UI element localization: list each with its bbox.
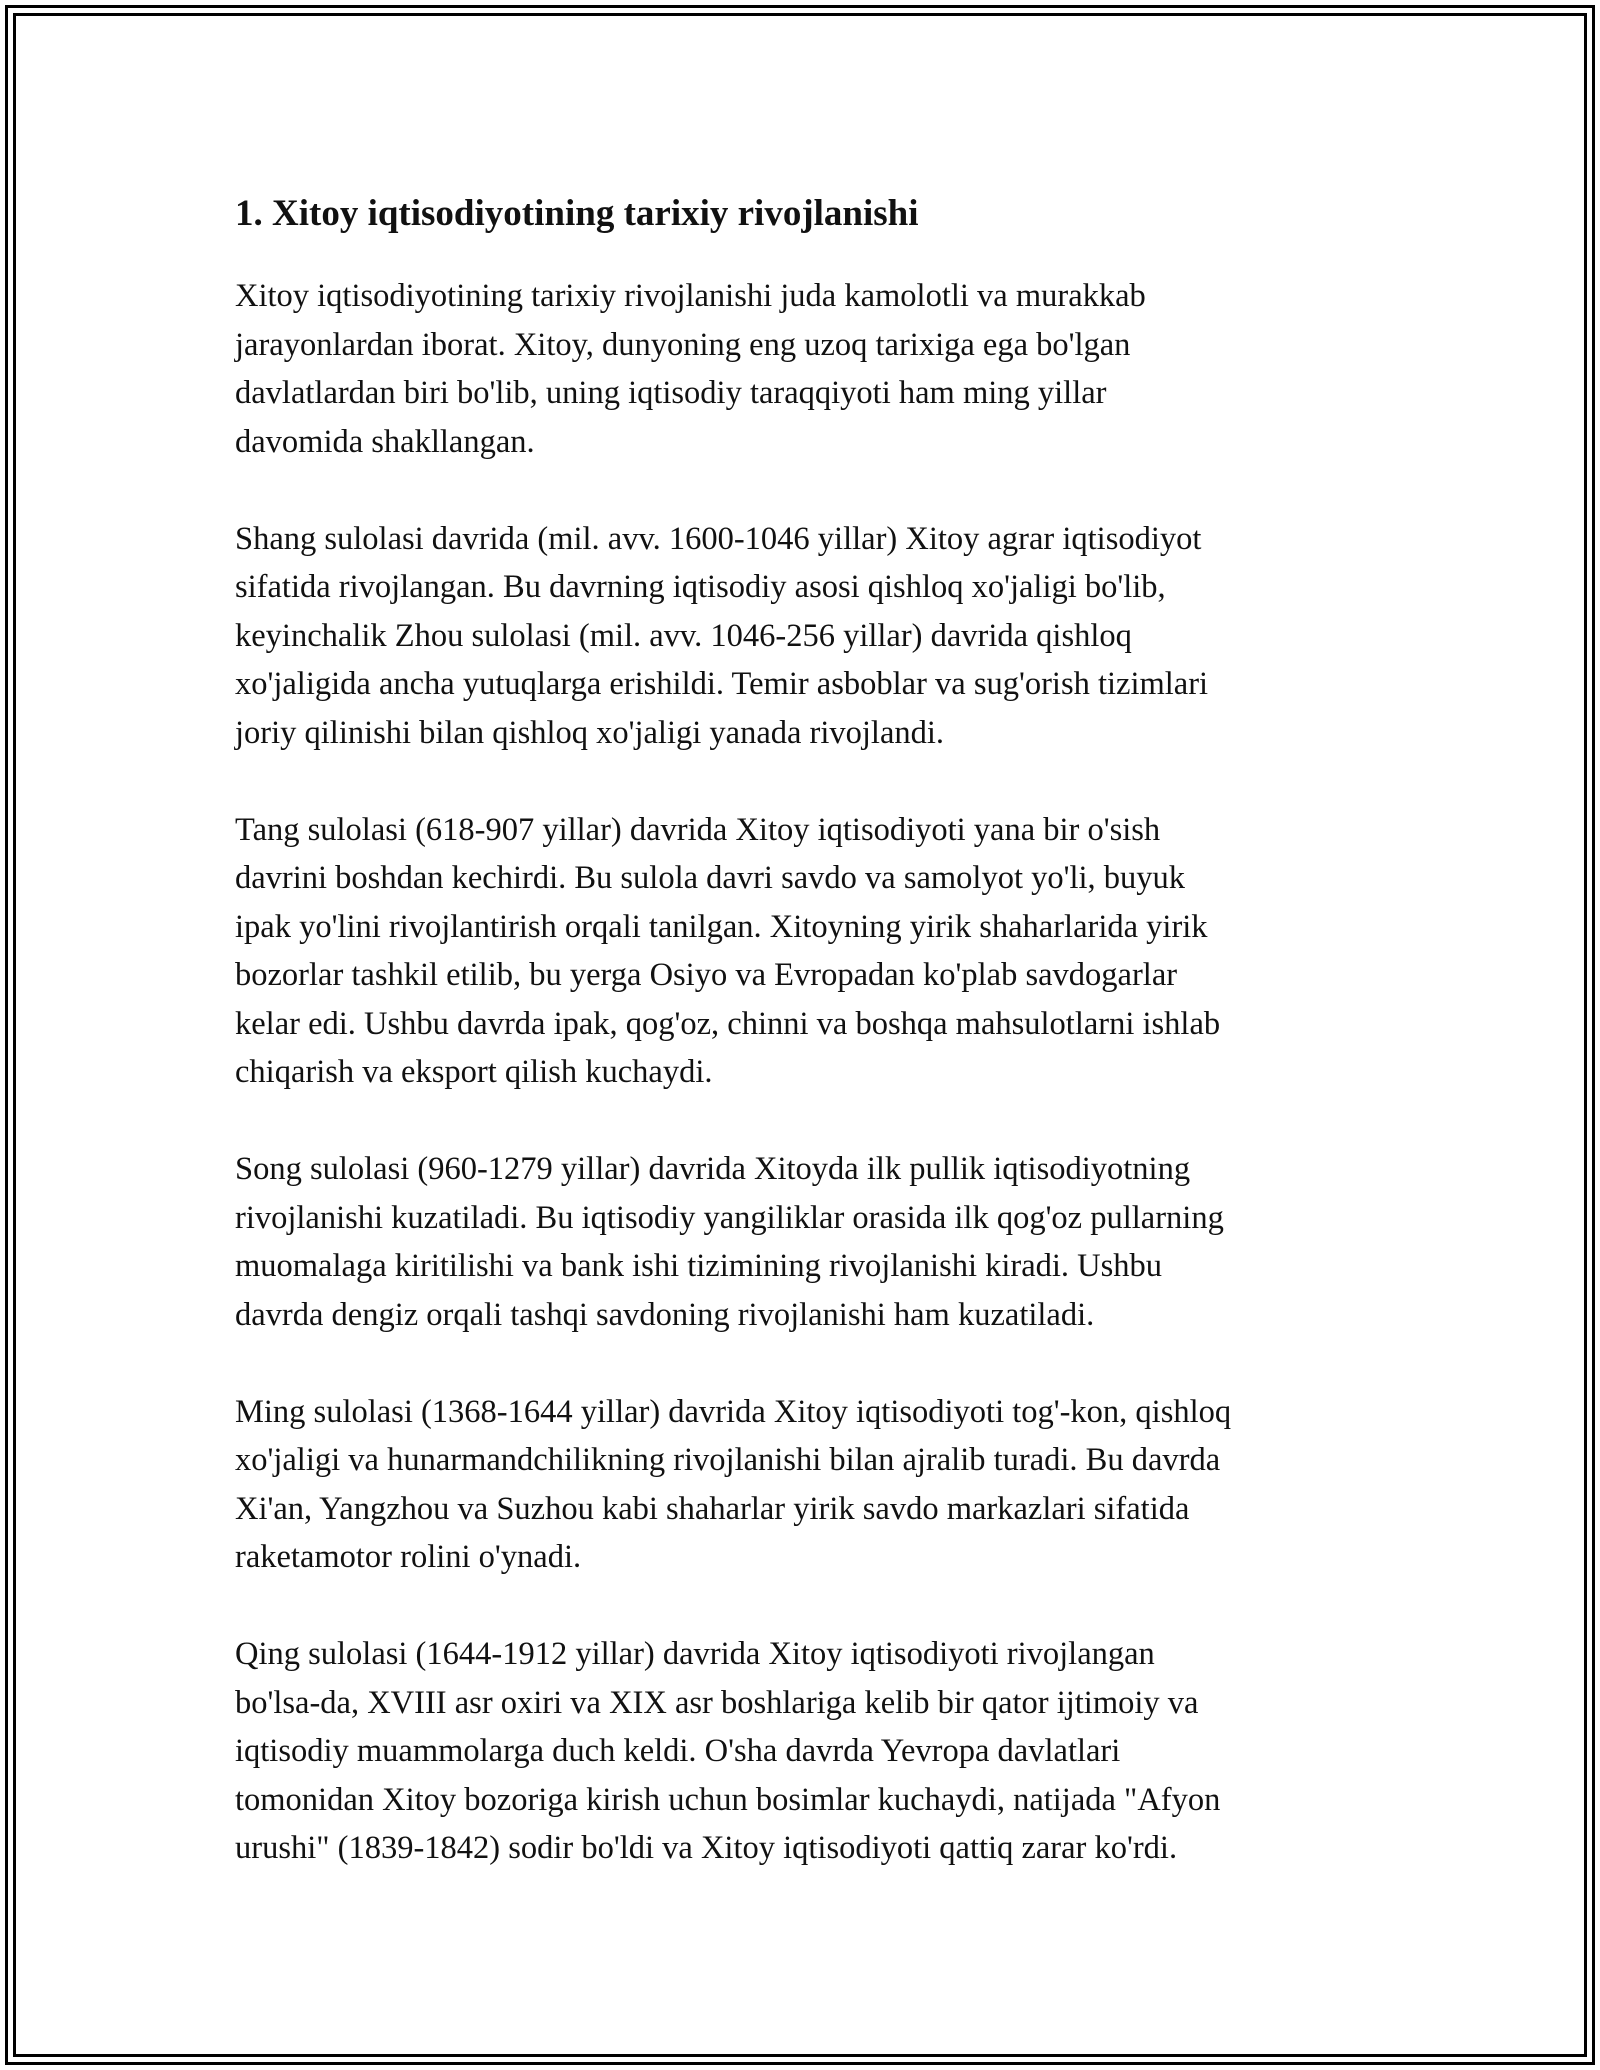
paragraph-intro — [235, 272, 1385, 466]
text-line: Shang sulolasi davrida (mil. avv. 1600-1046 yillar) Xitoy agrar iqtisodiyot — [235, 520, 1202, 557]
text-line: davrini boshdan kechirdi. Bu sulola davri savdo va samolyot yo'li, buyuk — [235, 860, 1186, 896]
paragraph-qing — [235, 1630, 1385, 1873]
text-line: xo'jaligi va hunarmandchilikning rivojlanishi bilan ajralib turadi. Bu davrda — [235, 1442, 1221, 1478]
text-line: urushi" (1839-1842) sodir bo'ldi va Xitoy iqtisodiyoti qattiq zarar ko'rdi. — [235, 1830, 1178, 1866]
paragraph-ming — [235, 1388, 1385, 1582]
text-line: raketamotor rolini o'ynadi. — [235, 1539, 582, 1575]
paragraph-tang — [235, 806, 1385, 1097]
text-line: keyinchalik Zhou sulolasi (mil. avv. 1046-256 yillar) davrida qishloq — [235, 617, 1132, 654]
text-line: Xitoy iqtisodiyotining tarixiy rivojlanishi juda kamolotli va murakkab — [235, 278, 1146, 314]
text-line: ipak yo'lini rivojlantirish orqali tanilgan. Xitoyning yirik shaharlarida yirik — [235, 908, 1208, 945]
text-line: bozorlar tashkil etilib, bu yerga Osiyo va Evropadan ko'plab savdogarlar — [235, 957, 1178, 993]
paragraph-shang — [235, 515, 1385, 758]
text-line: davlatlardan biri bo'lib, uning iqtisodiy taraqqiyoti ham ming yillar — [235, 375, 1107, 411]
text-line: iqtisodiy muammolarga duch keldi. O'sha davrda Yevropa davlatlari — [235, 1733, 1121, 1769]
text-line: xo'jaligida ancha yutuqlarga erishildi. Temir asboblar va sug'orish tizimlari — [235, 666, 1209, 702]
text-line: joriy qilinishi bilan qishloq xo'jaligi yanada rivojlandi. — [235, 714, 945, 751]
text-line: Song sulolasi (960-1279 yillar) davrida Xitoyda ilk pullik iqtisodiyotning — [235, 1151, 1191, 1187]
text-line: Qing sulolasi (1644-1912 yillar) davrida Xitoy iqtisodiyoti rivojlangan — [235, 1636, 1155, 1672]
text-line: jarayonlardan iborat. Xitoy, dunyoning eng uzoq tarixiga ega bo'lgan — [235, 326, 1131, 363]
text-line: tomonidan Xitoy bozoriga kirish uchun bosimlar kuchaydi, natijada "Afyon — [235, 1781, 1221, 1818]
text-line: Tang sulolasi (618-907 yillar) davrida Xitoy iqtisodiyoti yana bir o'sish — [235, 811, 1161, 848]
text-line: Xi'an, Yangzhou va Suzhou kabi shaharlar yirik savdo markazlari sifatida — [235, 1490, 1190, 1527]
text-line: sifatida rivojlangan. Bu davrning iqtisodiy asosi qishloq xo'jaligi bo'lib, — [235, 569, 1166, 605]
section-heading: 1. Xitoy iqtisodiyotining tarixiy rivojlanishi — [235, 193, 919, 234]
text-line: muomalaga kiritilishi va bank ishi tizimining rivojlanishi kiradi. Ushbu — [235, 1248, 1163, 1284]
text-line: rivojlanishi kuzatiladi. Bu iqtisodiy yangiliklar orasida ilk qog'oz pullarning — [235, 1199, 1224, 1236]
paragraph-song — [235, 1145, 1385, 1339]
text-line: kelar edi. Ushbu davrda ipak, qog'oz, chinni va boshqa mahsulotlarni ishlab — [235, 1005, 1221, 1042]
text-line: chiqarish va eksport qilish kuchaydi. — [235, 1054, 713, 1090]
text-line: davrda dengiz orqali tashqi savdoning rivojlanishi ham kuzatiladi. — [235, 1296, 1095, 1333]
text-line: bo'lsa-da, XVIII asr oxiri va XIX asr boshlariga kelib bir qator ijtimoiy va — [235, 1684, 1199, 1721]
text-line: davomida shakllangan. — [235, 423, 535, 460]
text-line: Ming sulolasi (1368-1644 yillar) davrida Xitoy iqtisodiyoti tog'-kon, qishloq — [235, 1393, 1232, 1430]
document-body — [235, 188, 1385, 1921]
